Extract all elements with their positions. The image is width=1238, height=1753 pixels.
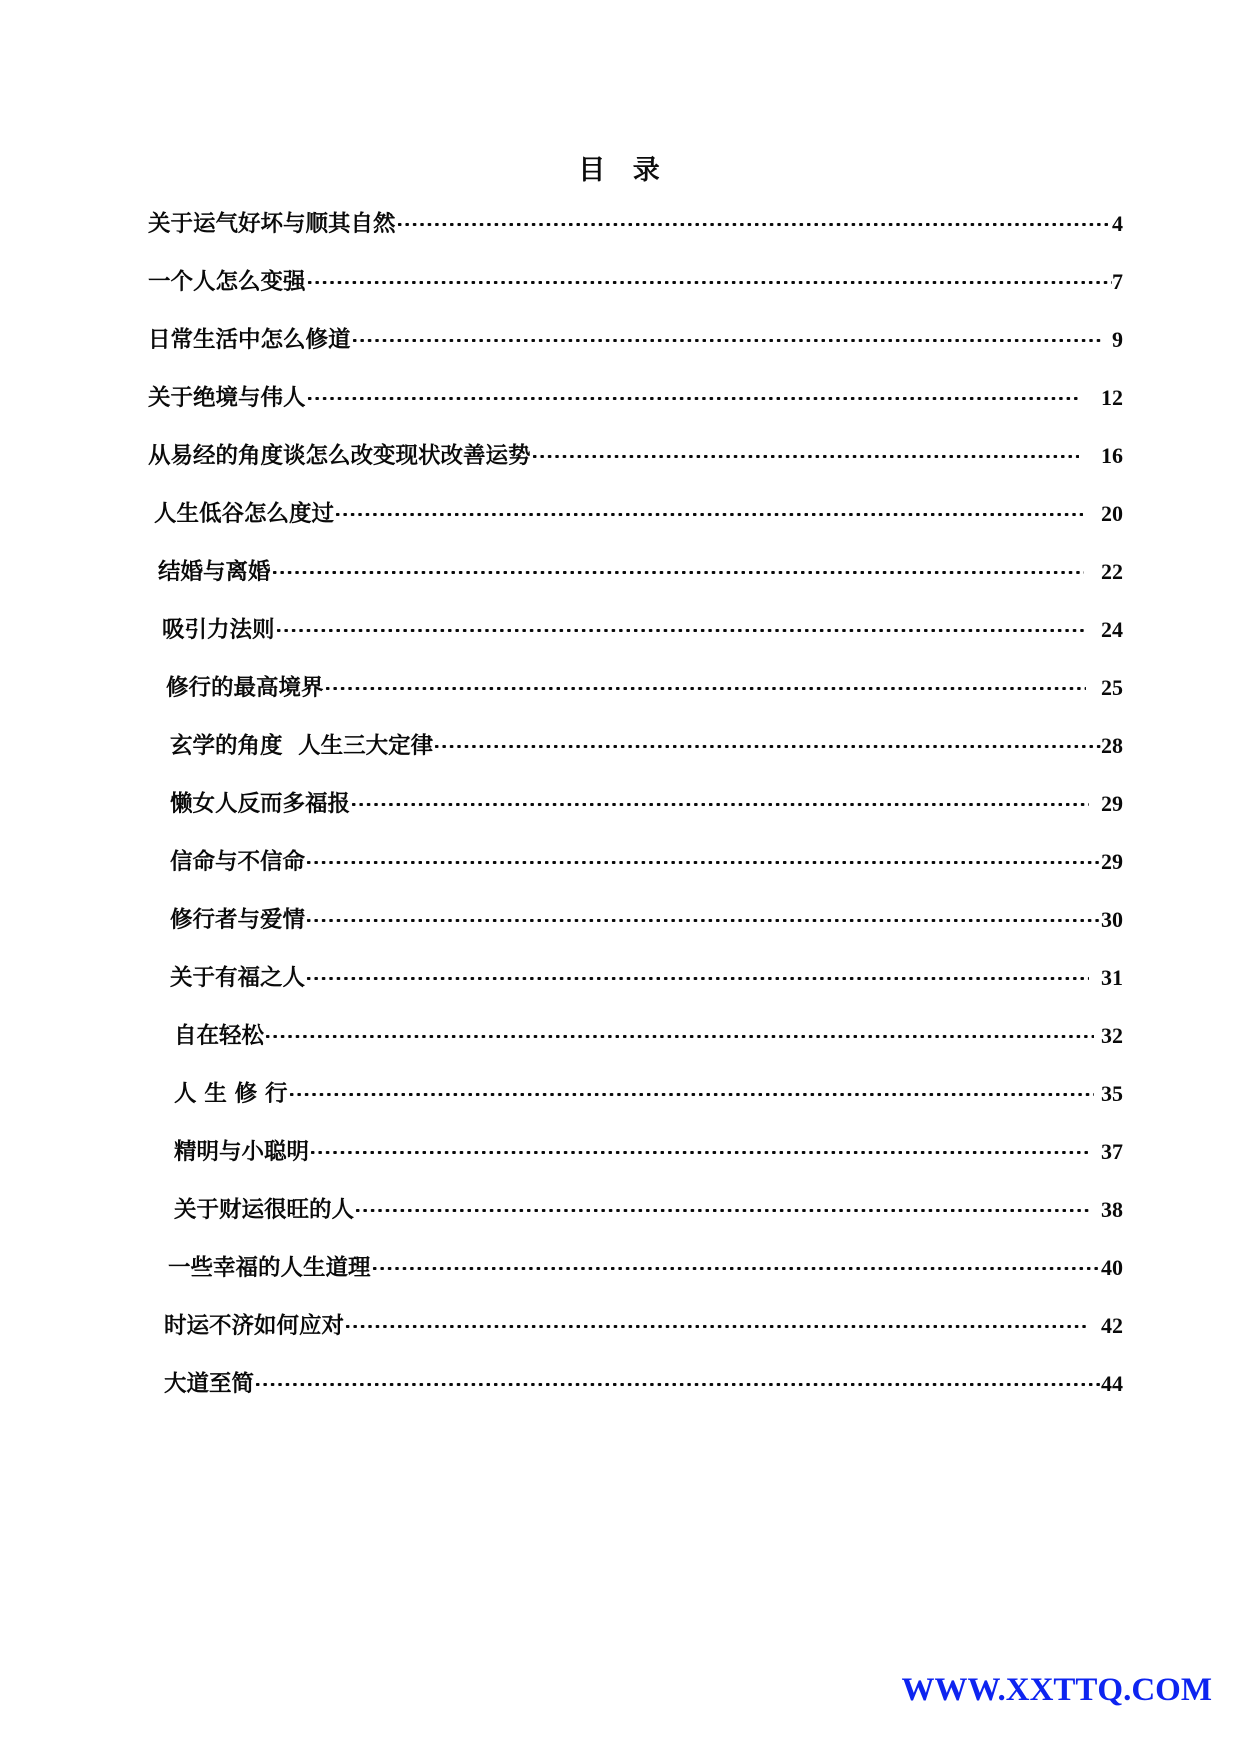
- site-watermark: WWW.XXTTQ.COM: [901, 1672, 1212, 1708]
- toc-entry-label: 修行者与爱情: [170, 907, 306, 933]
- toc-entry[interactable]: [0, 1192, 1238, 1250]
- toc-entry-page-number: 35: [1101, 1081, 1123, 1106]
- toc-entry-label: 自在轻松: [174, 1023, 265, 1049]
- toc-entry[interactable]: [0, 960, 1238, 1018]
- toc-dot-leader: [271, 563, 1084, 579]
- toc-dot-leader: [264, 1027, 1094, 1043]
- toc-dot-leader: [531, 447, 1079, 463]
- toc-entry-label: 信命与不信命: [170, 849, 306, 875]
- toc-entry-page-number: 29: [1101, 849, 1123, 874]
- toc-entry[interactable]: [0, 1018, 1238, 1076]
- toc-dot-leader: [309, 1143, 1089, 1159]
- toc-entry[interactable]: [0, 438, 1238, 496]
- toc-entry-page-number: 37: [1101, 1139, 1123, 1164]
- toc-dot-leader: [288, 1085, 1095, 1101]
- toc-entry[interactable]: [0, 786, 1238, 844]
- toc-entry-page-number: 9: [1112, 327, 1123, 352]
- toc-entry[interactable]: [0, 380, 1238, 438]
- toc-entry[interactable]: [0, 670, 1238, 728]
- toc-dot-leader: [305, 911, 1101, 927]
- toc-dot-leader: [306, 273, 1112, 289]
- toc-entry-label: 修行的最高境界: [166, 675, 324, 701]
- toc-entry-label: 关于绝境与伟人: [148, 385, 306, 411]
- toc-entry[interactable]: [0, 554, 1238, 612]
- toc-entry-page-number: 24: [1101, 617, 1123, 642]
- toc-entry-label: 人生低谷怎么度过: [154, 501, 335, 527]
- toc-entry-page-number: 16: [1101, 443, 1123, 468]
- toc-entry-page-number: 44: [1101, 1371, 1123, 1396]
- toc-entry[interactable]: [0, 496, 1238, 554]
- toc-list: [0, 206, 1238, 1424]
- toc-dot-leader: [334, 505, 1083, 521]
- toc-entry[interactable]: [0, 1250, 1238, 1308]
- toc-dot-leader: [351, 331, 1104, 347]
- toc-entry[interactable]: [0, 322, 1238, 380]
- toc-dot-leader: [324, 679, 1086, 695]
- toc-entry-label: 精明与小聪明: [174, 1139, 310, 1165]
- toc-entry-label: 关于有福之人: [170, 965, 306, 991]
- toc-entry[interactable]: [0, 206, 1238, 264]
- toc-entry-label: 时运不济如何应对: [164, 1313, 345, 1339]
- toc-dot-leader: [254, 1375, 1101, 1391]
- toc-entry-label: 一个人怎么变强: [148, 269, 306, 295]
- toc-entry-page-number: 42: [1101, 1313, 1123, 1338]
- toc-dot-leader: [305, 853, 1101, 869]
- toc-entry-label: 一些幸福的人生道理: [168, 1255, 371, 1281]
- toc-entry-label: 从易经的角度谈怎么改变现状改善运势: [148, 443, 531, 469]
- toc-dot-leader: [396, 215, 1112, 231]
- toc-dot-leader: [371, 1259, 1101, 1275]
- toc-entry-page-number: 12: [1101, 385, 1123, 410]
- toc-entry-label: 关于运气好坏与顺其自然: [148, 211, 396, 237]
- toc-entry[interactable]: [0, 1308, 1238, 1366]
- toc-entry-label: 大道至简: [164, 1371, 255, 1397]
- toc-entry-label: 人 生 修 行: [174, 1081, 288, 1107]
- toc-dot-leader: [306, 389, 1081, 405]
- toc-entry[interactable]: [0, 264, 1238, 322]
- toc-entry[interactable]: [0, 902, 1238, 960]
- toc-entry[interactable]: [0, 612, 1238, 670]
- toc-entry-label: 玄学的角度 人生三大定律: [170, 733, 434, 759]
- toc-entry-page-number: 31: [1101, 965, 1123, 990]
- toc-entry-label: 关于财运很旺的人: [174, 1197, 355, 1223]
- toc-entry[interactable]: [0, 1076, 1238, 1134]
- toc-dot-leader: [305, 969, 1089, 985]
- toc-entry[interactable]: [0, 1134, 1238, 1192]
- toc-dot-leader: [354, 1201, 1089, 1217]
- toc-entry-page-number: 38: [1101, 1197, 1123, 1222]
- toc-entry-page-number: 29: [1101, 791, 1123, 816]
- toc-entry-page-number: 32: [1101, 1023, 1123, 1048]
- toc-entry-page-number: 30: [1101, 907, 1123, 932]
- toc-entry[interactable]: [0, 728, 1238, 786]
- toc-entry-page-number: 7: [1112, 269, 1123, 294]
- toc-entry-page-number: 40: [1101, 1255, 1123, 1280]
- toc-entry-label: 日常生活中怎么修道: [148, 327, 351, 353]
- toc-entry-page-number: 25: [1101, 675, 1123, 700]
- toc-entry-page-number: 28: [1101, 733, 1123, 758]
- toc-entry-label: 懒女人反而多福报: [170, 791, 351, 817]
- toc-entry-page-number: 4: [1112, 211, 1123, 236]
- toc-entry[interactable]: [0, 844, 1238, 902]
- toc-entry-label: 结婚与离婚: [158, 559, 271, 585]
- toc-dot-leader: [433, 737, 1101, 753]
- toc-entry-label: 吸引力法则: [162, 617, 275, 643]
- toc-entry-page-number: 22: [1101, 559, 1123, 584]
- toc-dot-leader: [275, 621, 1085, 637]
- toc-dot-leader: [350, 795, 1089, 811]
- toc-entry-page-number: 20: [1101, 501, 1123, 526]
- page-title: 目 录: [578, 155, 669, 186]
- toc-entry[interactable]: [0, 1366, 1238, 1424]
- toc-dot-leader: [344, 1317, 1089, 1333]
